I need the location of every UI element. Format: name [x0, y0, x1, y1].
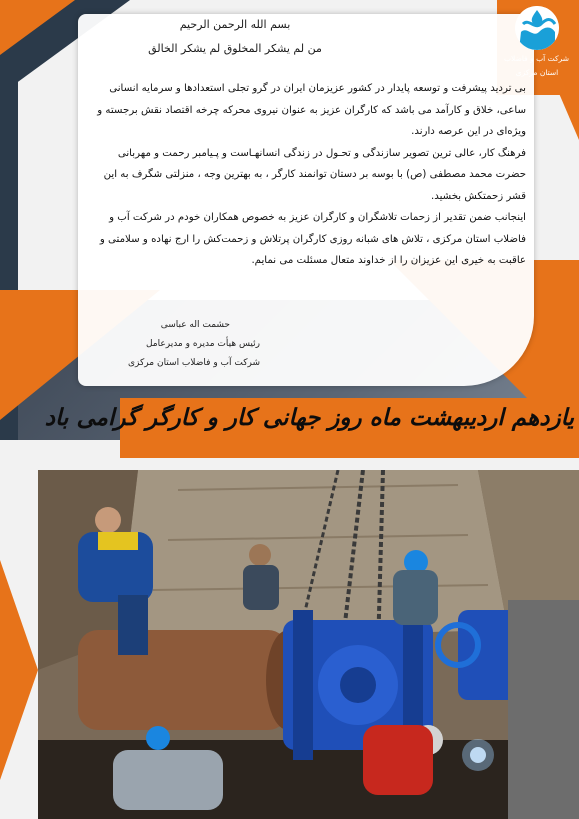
- signatory-title: رئیس هیأت مدیره و مدیرعامل: [145, 339, 260, 349]
- signatory-org: شرکت آب و فاضلاب استان مرکزی: [128, 358, 260, 368]
- paragraph-1: بی تردید پیشرفت و توسعه پایدار در کشور عزیزمان ایران در گرو تجلی استعدادها و سرمایه انسانی ساعی، خلاق و کارآمد می باشد که کارگران عزیز به عنوان نیروی محرکه چرخه اقتصاد نقش برجسته و ویژه‌ای در این عرصه دارند.: [97, 83, 526, 137]
- corner-orange-triangle: [0, 0, 75, 55]
- workers-photo: [38, 470, 579, 819]
- bismillah: بسم الله الرحمن الرحیم: [179, 18, 291, 31]
- signatory-name: حشمت اله عباسی: [160, 320, 230, 330]
- orange-wedge-bottom-left: [0, 560, 38, 780]
- workers-illustration: [38, 470, 579, 819]
- signature-block: [90, 316, 260, 373]
- hadith: من لم یشکر المخلوق لم یشکر الخالق: [148, 42, 322, 55]
- paragraph-2: فرهنگ کار، عالی ترین تصویر سازندگی و تحـول در زندگی انسانهـاست و پـیامبر رحمت و مهربانی حضرت محمد مصطفی (ص) با بوسه بر دستان توانمند کارگر ، به بهترین وجه ، منزلتی شگرف به این قشر زحمتکش بخشید.: [103, 147, 526, 202]
- paragraph-3: اینجانب ضمن تقدیر از زحمات تلاشگران و کارگران عزیز به خصوص همکاران خودم در شرکت آب و فاضلاب استان مرکزی ، تلاش های شبانه روزی کارگران پرتلاش و زحمت‌کش را ارج نهاده و سلامتی و عاقبت به خیری این عزیزان را از خداوند متعال مسئلت می نمایم.: [99, 212, 526, 266]
- water-drop-icon: [515, 6, 559, 50]
- company-logo: [505, 6, 569, 92]
- letter-body: [88, 78, 526, 272]
- headline: یازدهم اردیبهشت ماه روز جهانی کار و کارگر گرامی باد: [44, 404, 574, 431]
- logo-line-2: استان مرکزی: [515, 68, 559, 77]
- logo-line-1: شرکت آب و فاضلاب: [503, 54, 569, 63]
